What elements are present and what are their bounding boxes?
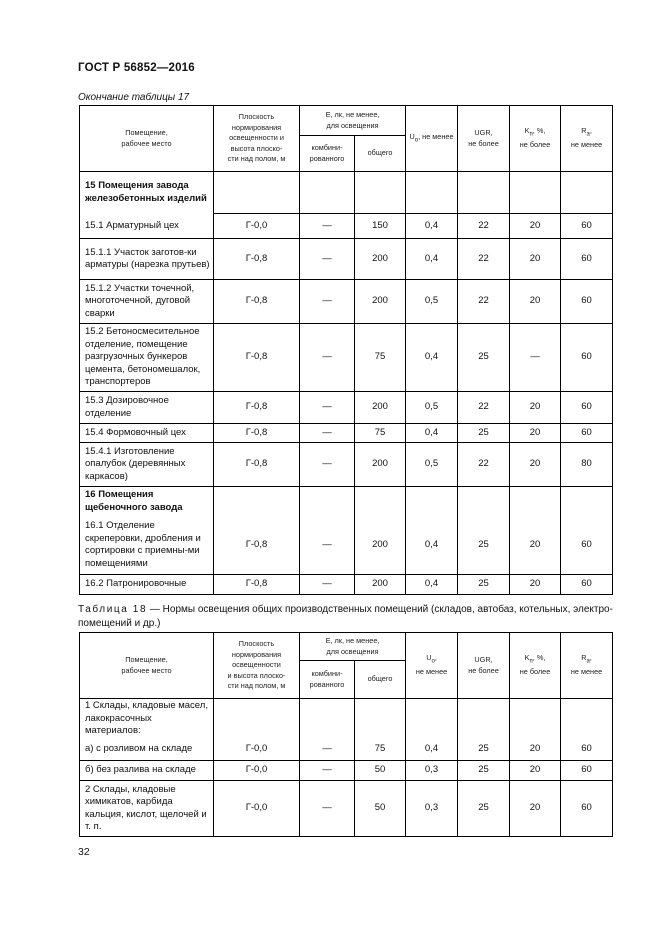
header-illuminance: E, лк, не менее, для освещения (300, 633, 406, 661)
header-plane: Плоскость нормирования освещенности и высота плоско- сти над полом, м (214, 633, 300, 699)
page-number: 32 (78, 846, 90, 858)
document-code: ГОСТ Р 56852—2016 (78, 62, 195, 74)
table-row: 15.1 Арматурный цех Г-0,0 — 150 0,4 22 20 60 (80, 214, 613, 239)
table17-caption: Окончание таблицы 17 (78, 92, 190, 103)
table18-caption: Таблица 18 — Нормы освещения общих производственных помещений (складов, автобаз, котельных, электро-помещений и др.) (78, 604, 613, 629)
header-combined: комбини- рованного (300, 136, 355, 172)
header-ra: $R_a$, не менее (561, 633, 613, 699)
header-ra: $R_a$, не менее (561, 106, 613, 172)
header-kp: $K_п$, %, не более (510, 106, 561, 172)
header-uo: $U_o$, не менее (406, 633, 458, 699)
table17 (79, 105, 613, 595)
table-row: б) без разлива на складе Г-0,0 — 50 0,3 25 20 60 (80, 761, 613, 781)
header-general: общего (355, 661, 406, 699)
header-illuminance: E, лк, не менее, для освещения (300, 106, 406, 136)
table-row: 16.2 Патронировочные Г-0,8 — 200 0,4 25 20 60 (80, 575, 613, 595)
table-row: а) с розливом на складе Г-0,0 — 75 0,4 25 20 60 (80, 739, 613, 761)
table-row: 16.1 Отделение скреперовки, дробления и сортировки с приемны-ми помещениями Г-0,8 — 200 0,4 25 20 60 (80, 517, 613, 575)
group-title: 1 Склады, кладовые масел, лакокрасочных материалов: (80, 699, 214, 739)
header-uo: $U_o$, не менее (406, 106, 458, 172)
table-row: 15.3 Дозировочное отделение Г-0,8 — 200 0,5 22 20 60 (80, 392, 613, 424)
section-title: 15 Помещения завода железобетонных изделий (80, 172, 214, 214)
table-row: 2 Склады, кладовые химикатов, карбида кальция, кислот, щелочей и т. п. Г-0,0 — 50 0,3 25 20 60 (80, 781, 613, 837)
header-combined: комбини- рованного (300, 661, 355, 699)
header-plane: Плоскость нормирования освещенности и высота плоско- сти над полом, м (214, 106, 300, 172)
table-row: 15.1.1 Участок заготов-ки арматуры (нарезка прутьев) Г-0,8 — 200 0,4 22 20 60 (80, 239, 613, 280)
header-ugr: UGR, не более (458, 106, 510, 172)
table18 (79, 632, 613, 837)
header-room: Помещение, рабочее место (80, 633, 214, 699)
header-general: общего (355, 136, 406, 172)
table-row: 15.2 Бетоносмесительное отделение, помещение разгрузочных бункеров цемента, бетономешалок, транспортеров Г-0,8 — 75 0,4 25 — 60 (80, 324, 613, 392)
header-ugr: UGR, не более (458, 633, 510, 699)
header-kp: $K_п$, %, не более (510, 633, 561, 699)
table-row: 15.1.2 Участки точечной, многоточечной, дуговой сварки Г-0,8 — 200 0,5 22 20 60 (80, 280, 613, 324)
header-room: Помещение, рабочее место (80, 106, 214, 172)
table-row: 15.4 Формовочный цех Г-0,8 — 75 0,4 25 20 60 (80, 424, 613, 443)
section-title: 16 Помещения щебеночного завода (80, 487, 214, 517)
table-row: 15.4.1 Изготовление опалубок (деревянных каркасов) Г-0,8 — 200 0,5 22 20 80 (80, 443, 613, 487)
